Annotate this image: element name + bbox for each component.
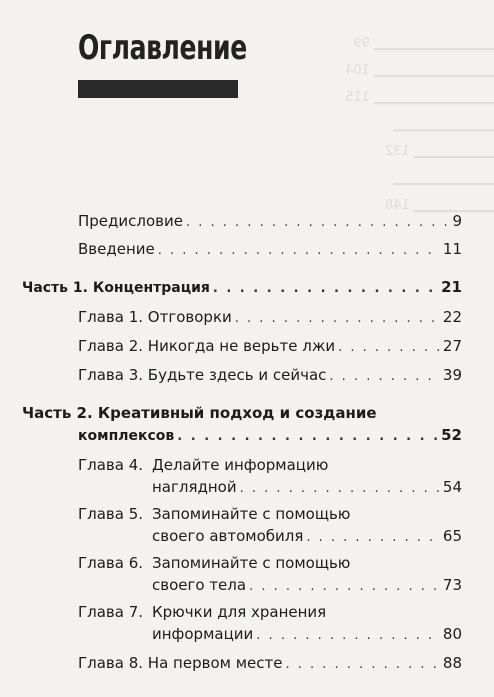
toc-entry — [78, 308, 462, 326]
leader-dots — [338, 340, 440, 355]
toc-entry — [78, 212, 462, 230]
toc-entry-page: 22 — [442, 308, 462, 326]
toc-part-label: Часть 1. Концентрация — [22, 280, 210, 296]
bleed-through-text: ▁▁▁▁▁▁▁▁▁▁▁▁ 99 ▁▁▁▁▁▁▁▁▁▁▁▁ 104 ▁▁▁▁▁▁▁▁▁▁▁▁ 115 ▁▁▁▁▁▁▁▁▁▁ ▁▁▁▁▁▁▁▁ 132 ▁▁▁▁▁▁▁▁▁▁ ▁▁▁▁▁▁▁▁ 148 — [345, 36, 494, 213]
toc-part-label-line1: Часть 2. Креативный подход и создание — [22, 404, 377, 422]
toc-entry-label: Глава 2. Никогда не верьте лжи — [78, 337, 336, 355]
toc-entry-prefix: Глава 6. — [78, 554, 144, 572]
toc-entry-prefix: Глава 5. — [78, 505, 144, 523]
leader-dots — [249, 579, 440, 594]
toc-part-page: 21 — [441, 278, 462, 296]
leader-dots — [306, 530, 440, 545]
leader-dots — [240, 481, 440, 496]
toc-entry-label: Глава 8. На первом месте — [78, 654, 283, 672]
toc-entry-prefix: Глава 4. — [78, 456, 144, 474]
toc-entry-label: Введение — [78, 240, 155, 258]
leader-dots — [158, 243, 440, 258]
toc-entry-page: 80 — [442, 625, 462, 643]
leader-dots — [177, 429, 438, 444]
toc-entry — [152, 527, 462, 545]
title-underline — [78, 80, 238, 98]
toc-entry — [152, 625, 462, 643]
toc-entry-page: 54 — [442, 478, 462, 496]
toc-entry-label: Глава 3. Будьте здесь и сейчас — [78, 366, 327, 384]
toc-entry-label-line2: наглядной — [152, 478, 237, 496]
toc-entry-label: Глава 1. Отговорки — [78, 308, 232, 326]
leader-dots — [235, 311, 440, 326]
toc-part — [22, 278, 462, 296]
toc-part — [78, 426, 462, 444]
toc-entry-page: 39 — [442, 366, 462, 384]
page-title: Оглавление — [78, 28, 247, 68]
toc-entry-label-line1: Делайте информацию — [152, 456, 329, 474]
toc-entry-label-line1: Запоминайте с помощью — [152, 505, 351, 523]
toc-entry-label-line2: своего автомобиля — [152, 527, 304, 545]
toc-entry-prefix: Глава 7. — [78, 603, 144, 621]
toc-entry — [78, 240, 462, 258]
leader-dots — [285, 657, 439, 672]
toc-entry — [78, 337, 462, 355]
leader-dots — [256, 628, 440, 643]
toc-entry-label-line2: своего тела — [152, 576, 247, 594]
toc-entry-label: Предисловие — [78, 212, 183, 230]
toc-entry-page: 9 — [452, 212, 462, 230]
toc-entry-page: 27 — [442, 337, 462, 355]
leader-dots — [186, 215, 449, 230]
toc-entry — [78, 366, 462, 384]
toc-entry-page: 65 — [442, 527, 462, 545]
leader-dots — [213, 281, 438, 296]
toc-entry-label-line2: информации — [152, 625, 254, 643]
toc-entry-label-line1: Запоминайте с помощью — [152, 554, 351, 572]
leader-dots — [329, 369, 440, 384]
toc-entry-page: 73 — [442, 576, 462, 594]
toc-entry — [152, 478, 462, 496]
toc-part-page: 52 — [441, 426, 462, 444]
toc-part-label-line2: комплексов — [78, 428, 175, 444]
toc-entry — [152, 576, 462, 594]
toc-entry — [78, 654, 462, 672]
toc-entry-page: 88 — [442, 654, 462, 672]
toc-entry-label-line1: Крючки для хранения — [152, 603, 327, 621]
toc-entry-page: 11 — [442, 240, 462, 258]
